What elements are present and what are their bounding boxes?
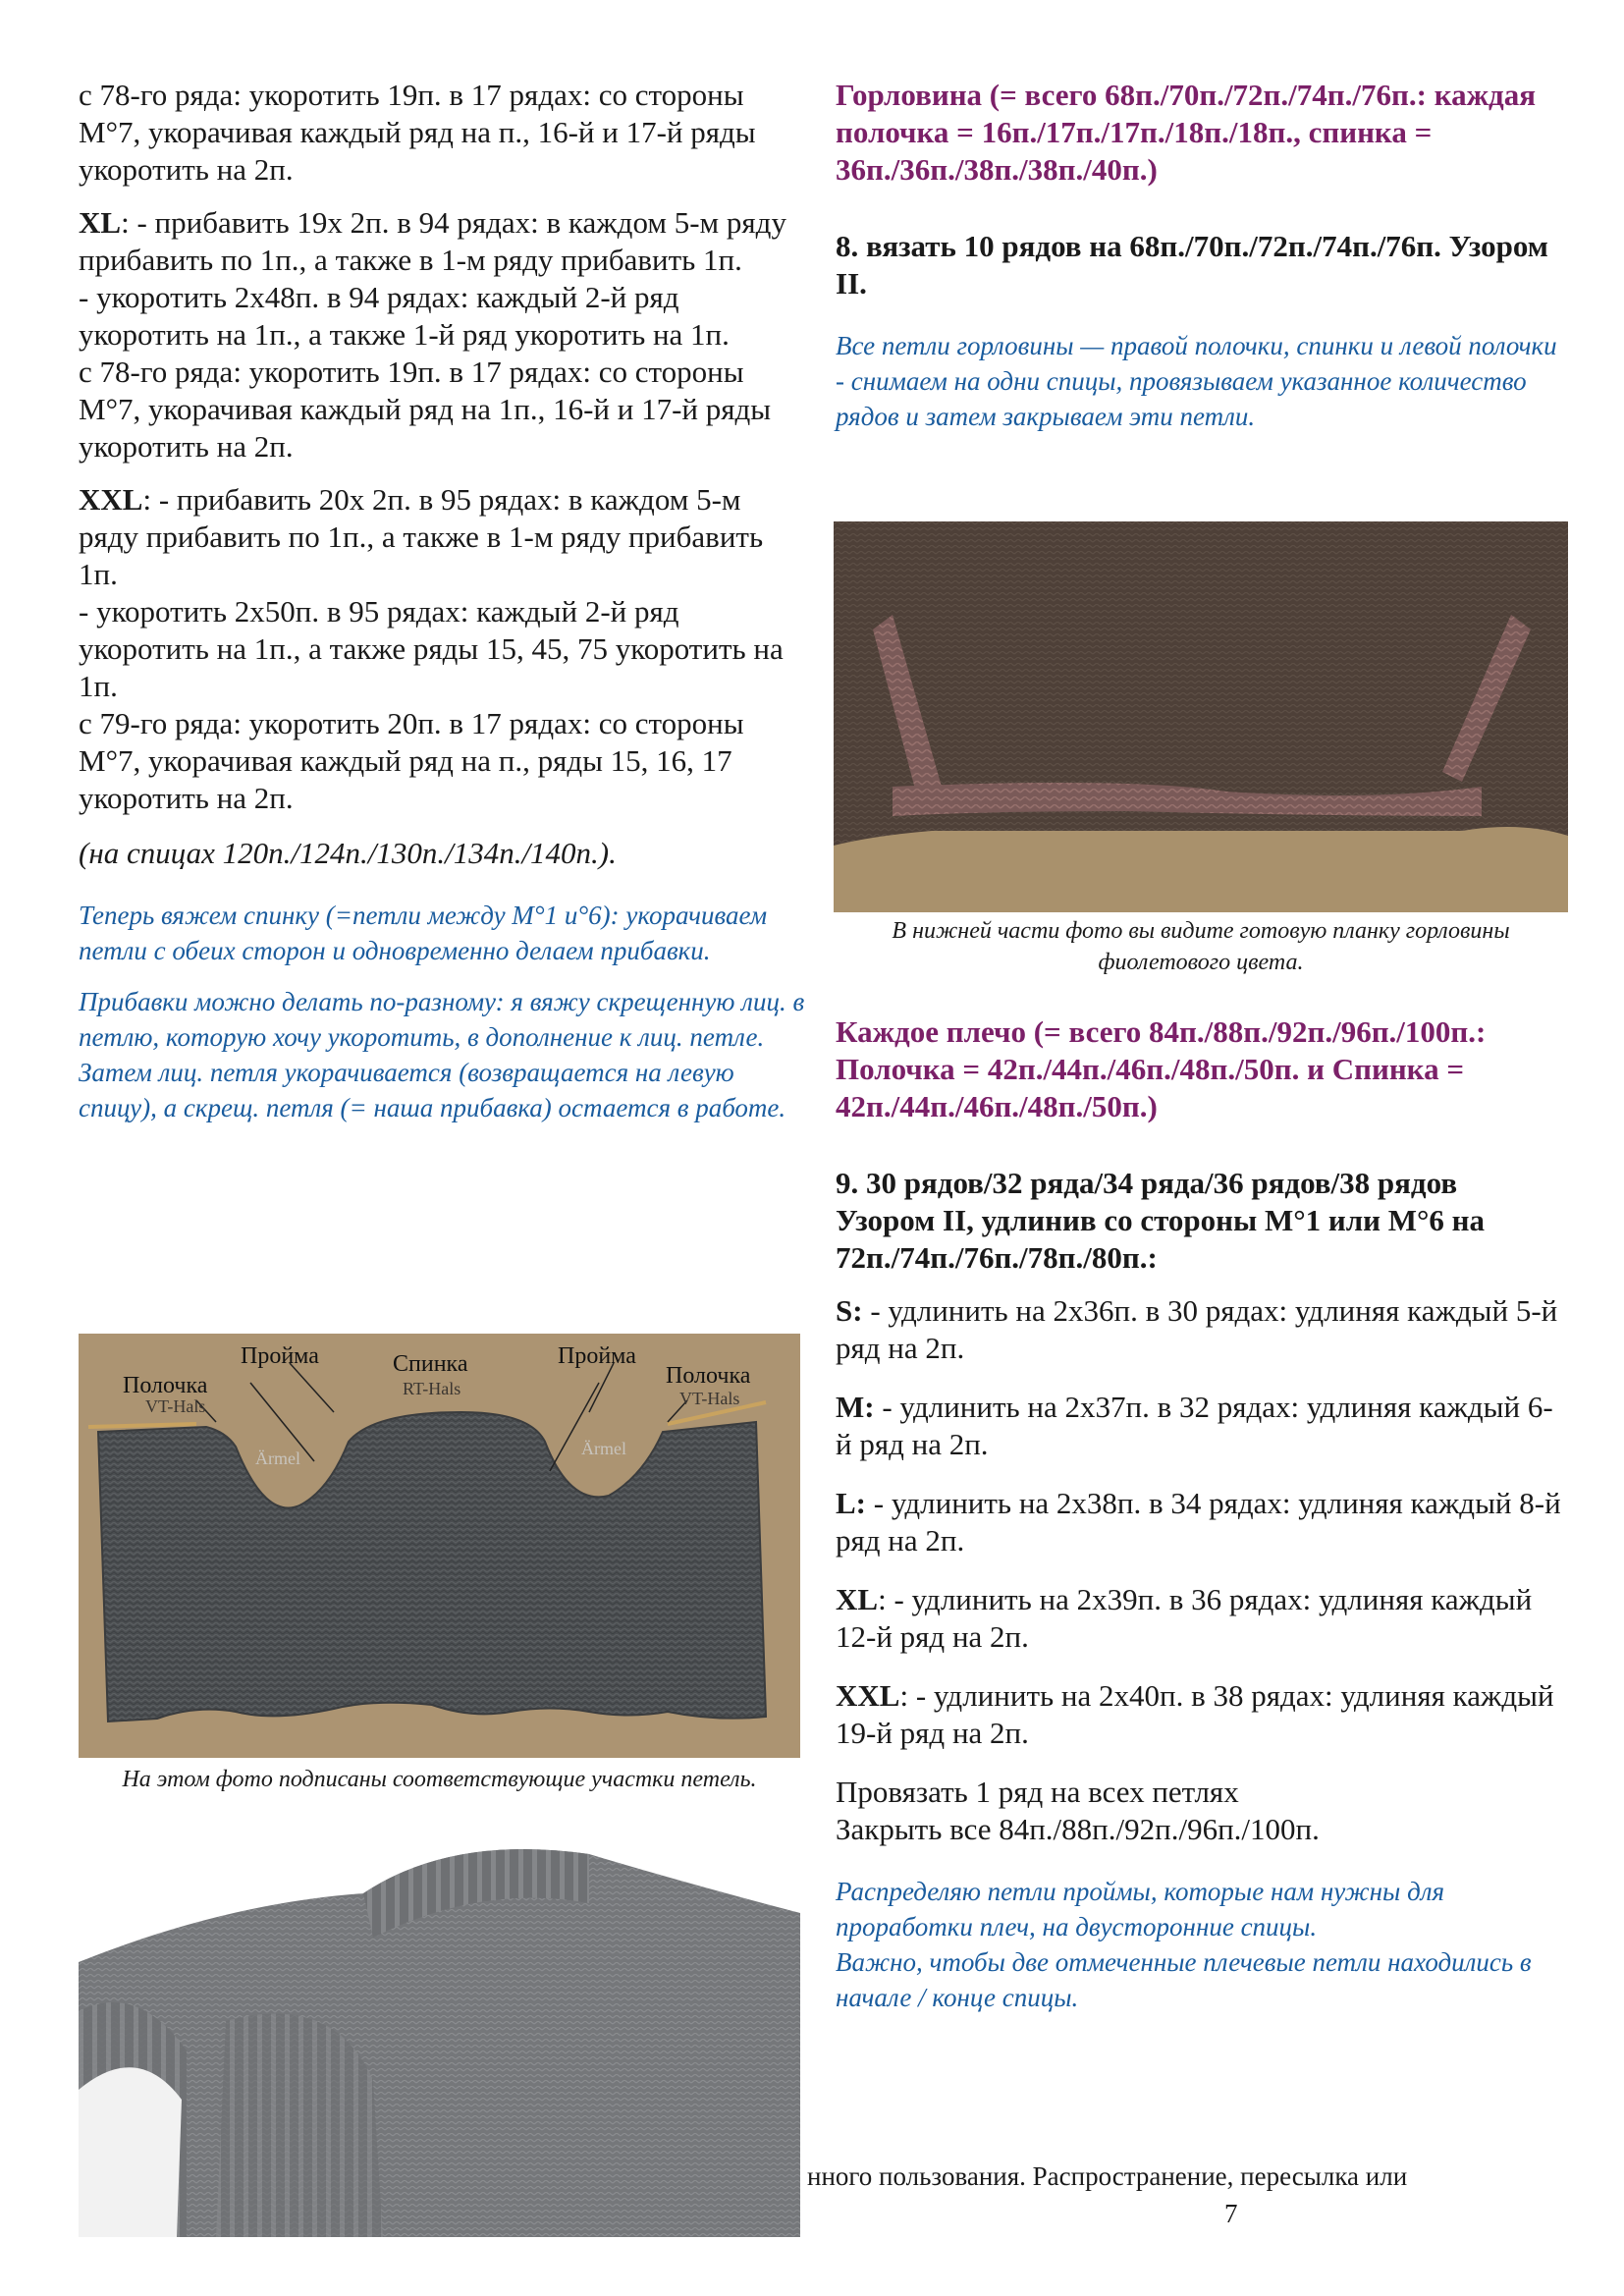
final-bind-off: Закрыть все 84п./88п./92п./96п./100п.	[836, 1812, 1320, 1846]
note-neckline-stitches: Все петли горловины — правой полочки, спинки и левой полочки - снимаем на одни спицы, провязываем указанное количество рядов и затем закрываем эти петли.	[836, 331, 1557, 431]
note-shoulder-markers: Важно, чтобы две отмеченные плечевые петли находились в начале / конце спицы.	[836, 1947, 1532, 2012]
shoulder-size-item	[836, 1485, 1562, 1559]
note-increase-result: Затем лиц. петля укорачивается (возвращается на левую спицу), а скрещ. петля (= наша прибавка) остается в работе.	[79, 1058, 786, 1122]
caption-photo-1: На этом фото подписаны соответствующие участки петель.	[122, 1767, 757, 1792]
photo-neckline-band	[834, 521, 1568, 912]
right-column-lower	[836, 1013, 1562, 2015]
photo-vest-shoulder	[79, 1844, 800, 2237]
shoulder-size-label: XL	[836, 1582, 879, 1616]
shoulder-size-label: XXL	[836, 1678, 900, 1713]
label-aermel-left: Ärmel	[255, 1449, 300, 1468]
photo-knitted-yoke-labelled	[79, 1334, 800, 1758]
label-vt-hals-left: VT-Hals	[145, 1396, 206, 1416]
size-xl-decrease: - укоротить 2x48п. в 94 рядах: каждый 2-й ряд укоротить на 1п., а также 1-й ряд укоротить на 1п.	[79, 280, 730, 352]
left-column	[79, 77, 805, 1125]
shoulder-size-text: - удлинить на 2x37п. в 32 рядах: удлиняя каждый 6-й ряд на 2п.	[836, 1390, 1553, 1461]
right-column	[836, 77, 1562, 434]
size-xl-increase: : - прибавить 19x 2п. в 94 рядах: в каждом 5-м ряду прибавить по 1п., а также в 1-м ряду прибавить 1п.	[79, 205, 786, 277]
note-armhole-distribute: Распределяю петли проймы, которые нам нужны для проработки плеч, на двусторонние спицы.	[836, 1877, 1445, 1941]
size-label-xl: XL	[79, 205, 122, 240]
caption-photo-2: В нижней части фото вы видите готовую планку горловины фиолетового цвета.	[892, 918, 1510, 975]
footer-text: нного пользования. Распространение, пересылка или	[807, 2161, 1408, 2191]
needles-count: (на спицах 120п./124п./130п./134п./140п.).	[79, 836, 617, 870]
label-spinka: Спинка	[393, 1351, 468, 1377]
shoulder-size-item	[836, 1292, 1562, 1367]
shoulder-size-label: L:	[836, 1486, 866, 1520]
label-polochka-right: Полочка	[666, 1363, 751, 1389]
shoulder-size-text: : - удлинить на 2x40п. в 38 рядах: удлиняя каждый 19-й ряд на 2п.	[836, 1678, 1554, 1750]
shoulder-size-label: M:	[836, 1390, 875, 1424]
shoulder-size-text: - удлинить на 2x38п. в 34 рядах: удлиняя каждый 8-й ряд на 2п.	[836, 1486, 1561, 1558]
final-row: Провязать 1 ряд на всех петлях	[836, 1775, 1239, 1809]
label-vt-hals-right: VT-Hals	[679, 1389, 740, 1408]
paragraph-shortening-78: с 78-го ряда: укоротить 19п. в 17 рядах: со стороны М°7, укорачивая каждый ряд на п., 16-й и 17-й ряды укоротить на 2п.	[79, 78, 756, 187]
paragraph-size-xxl	[79, 481, 805, 593]
size-label-xxl: XXL	[79, 482, 143, 517]
size-xl-shortening: с 78-го ряда: укоротить 19п. в 17 рядах: со стороны М°7, укорачивая каждый ряд на 1п., 16-й и 17-й ряды укоротить на 2п.	[79, 355, 772, 464]
size-xxl-shortening: с 79-го ряда: укоротить 20п. в 17 рядах: со стороны М°7, укорачивая каждый ряд на п., ряды 15, 16, 17 укоротить на 2п.	[79, 706, 744, 815]
shoulder-size-item	[836, 1677, 1562, 1752]
page-number: 7	[1224, 2199, 1238, 2228]
label-proyma-left: Пройма	[241, 1343, 319, 1369]
label-polochka-left: Полочка	[123, 1373, 208, 1398]
shoulder-size-item	[836, 1581, 1562, 1656]
shoulder-size-text: : - удлинить на 2x39п. в 36 рядах: удлиняя каждый 12-й ряд на 2п.	[836, 1582, 1533, 1654]
note-back-shaping: Теперь вяжем спинку (=петли между М°1 и°6): укорачиваем петли с обеих сторон и одновременно делаем прибавки.	[79, 901, 768, 965]
shoulder-size-label: S:	[836, 1293, 863, 1328]
paragraph-size-xl	[79, 204, 805, 279]
label-proyma-right: Пройма	[558, 1343, 636, 1369]
size-xxl-increase: : - прибавить 20x 2п. в 95 рядах: в каждом 5-м ряду прибавить по 1п., а также в 1-м ряду прибавить 1п.	[79, 482, 764, 591]
step-8: 8. вязать 10 рядов на 68п./70п./72п./74п./76п. Узором II.	[836, 229, 1548, 301]
shoulder-size-text: - удлинить на 2x36п. в 30 рядах: удлиняя каждый 5-й ряд на 2п.	[836, 1293, 1558, 1365]
note-increase-method: Прибавки можно делать по-разному: я вяжу скрещенную лиц. в петлю, которую хочу укоротить, в дополнение к лиц. петле.	[79, 987, 805, 1052]
size-xxl-decrease: - укоротить 2x50п. в 95 рядах: каждый 2-й ряд укоротить на 1п., а также ряды 15, 45, 75 укоротить на 1п.	[79, 594, 784, 703]
step-9: 9. 30 рядов/32 ряда/34 ряда/36 рядов/38 рядов Узором II, удлинив со стороны М°1 или М°6 на 72п./74п./76п./78п./80п.:	[836, 1166, 1486, 1275]
heading-shoulders: Каждое плечо (= всего 84п./88п./92п./96п./100п.: Полочка = 42п./44п./46п./48п./50п. и Спинка = 42п./44п./46п./48п./50п.)	[836, 1014, 1487, 1123]
heading-neckline: Горловина (= всего 68п./70п./72п./74п./76п.: каждая полочка = 16п./17п./17п./18п./18п., спинка = 36п./36п./38п./38п./40п.)	[836, 78, 1537, 187]
label-aermel-right: Ärmel	[581, 1439, 626, 1458]
label-rt-hals: RT-Hals	[403, 1379, 461, 1398]
shoulder-size-list	[836, 1292, 1562, 1752]
shoulder-size-item	[836, 1389, 1562, 1463]
